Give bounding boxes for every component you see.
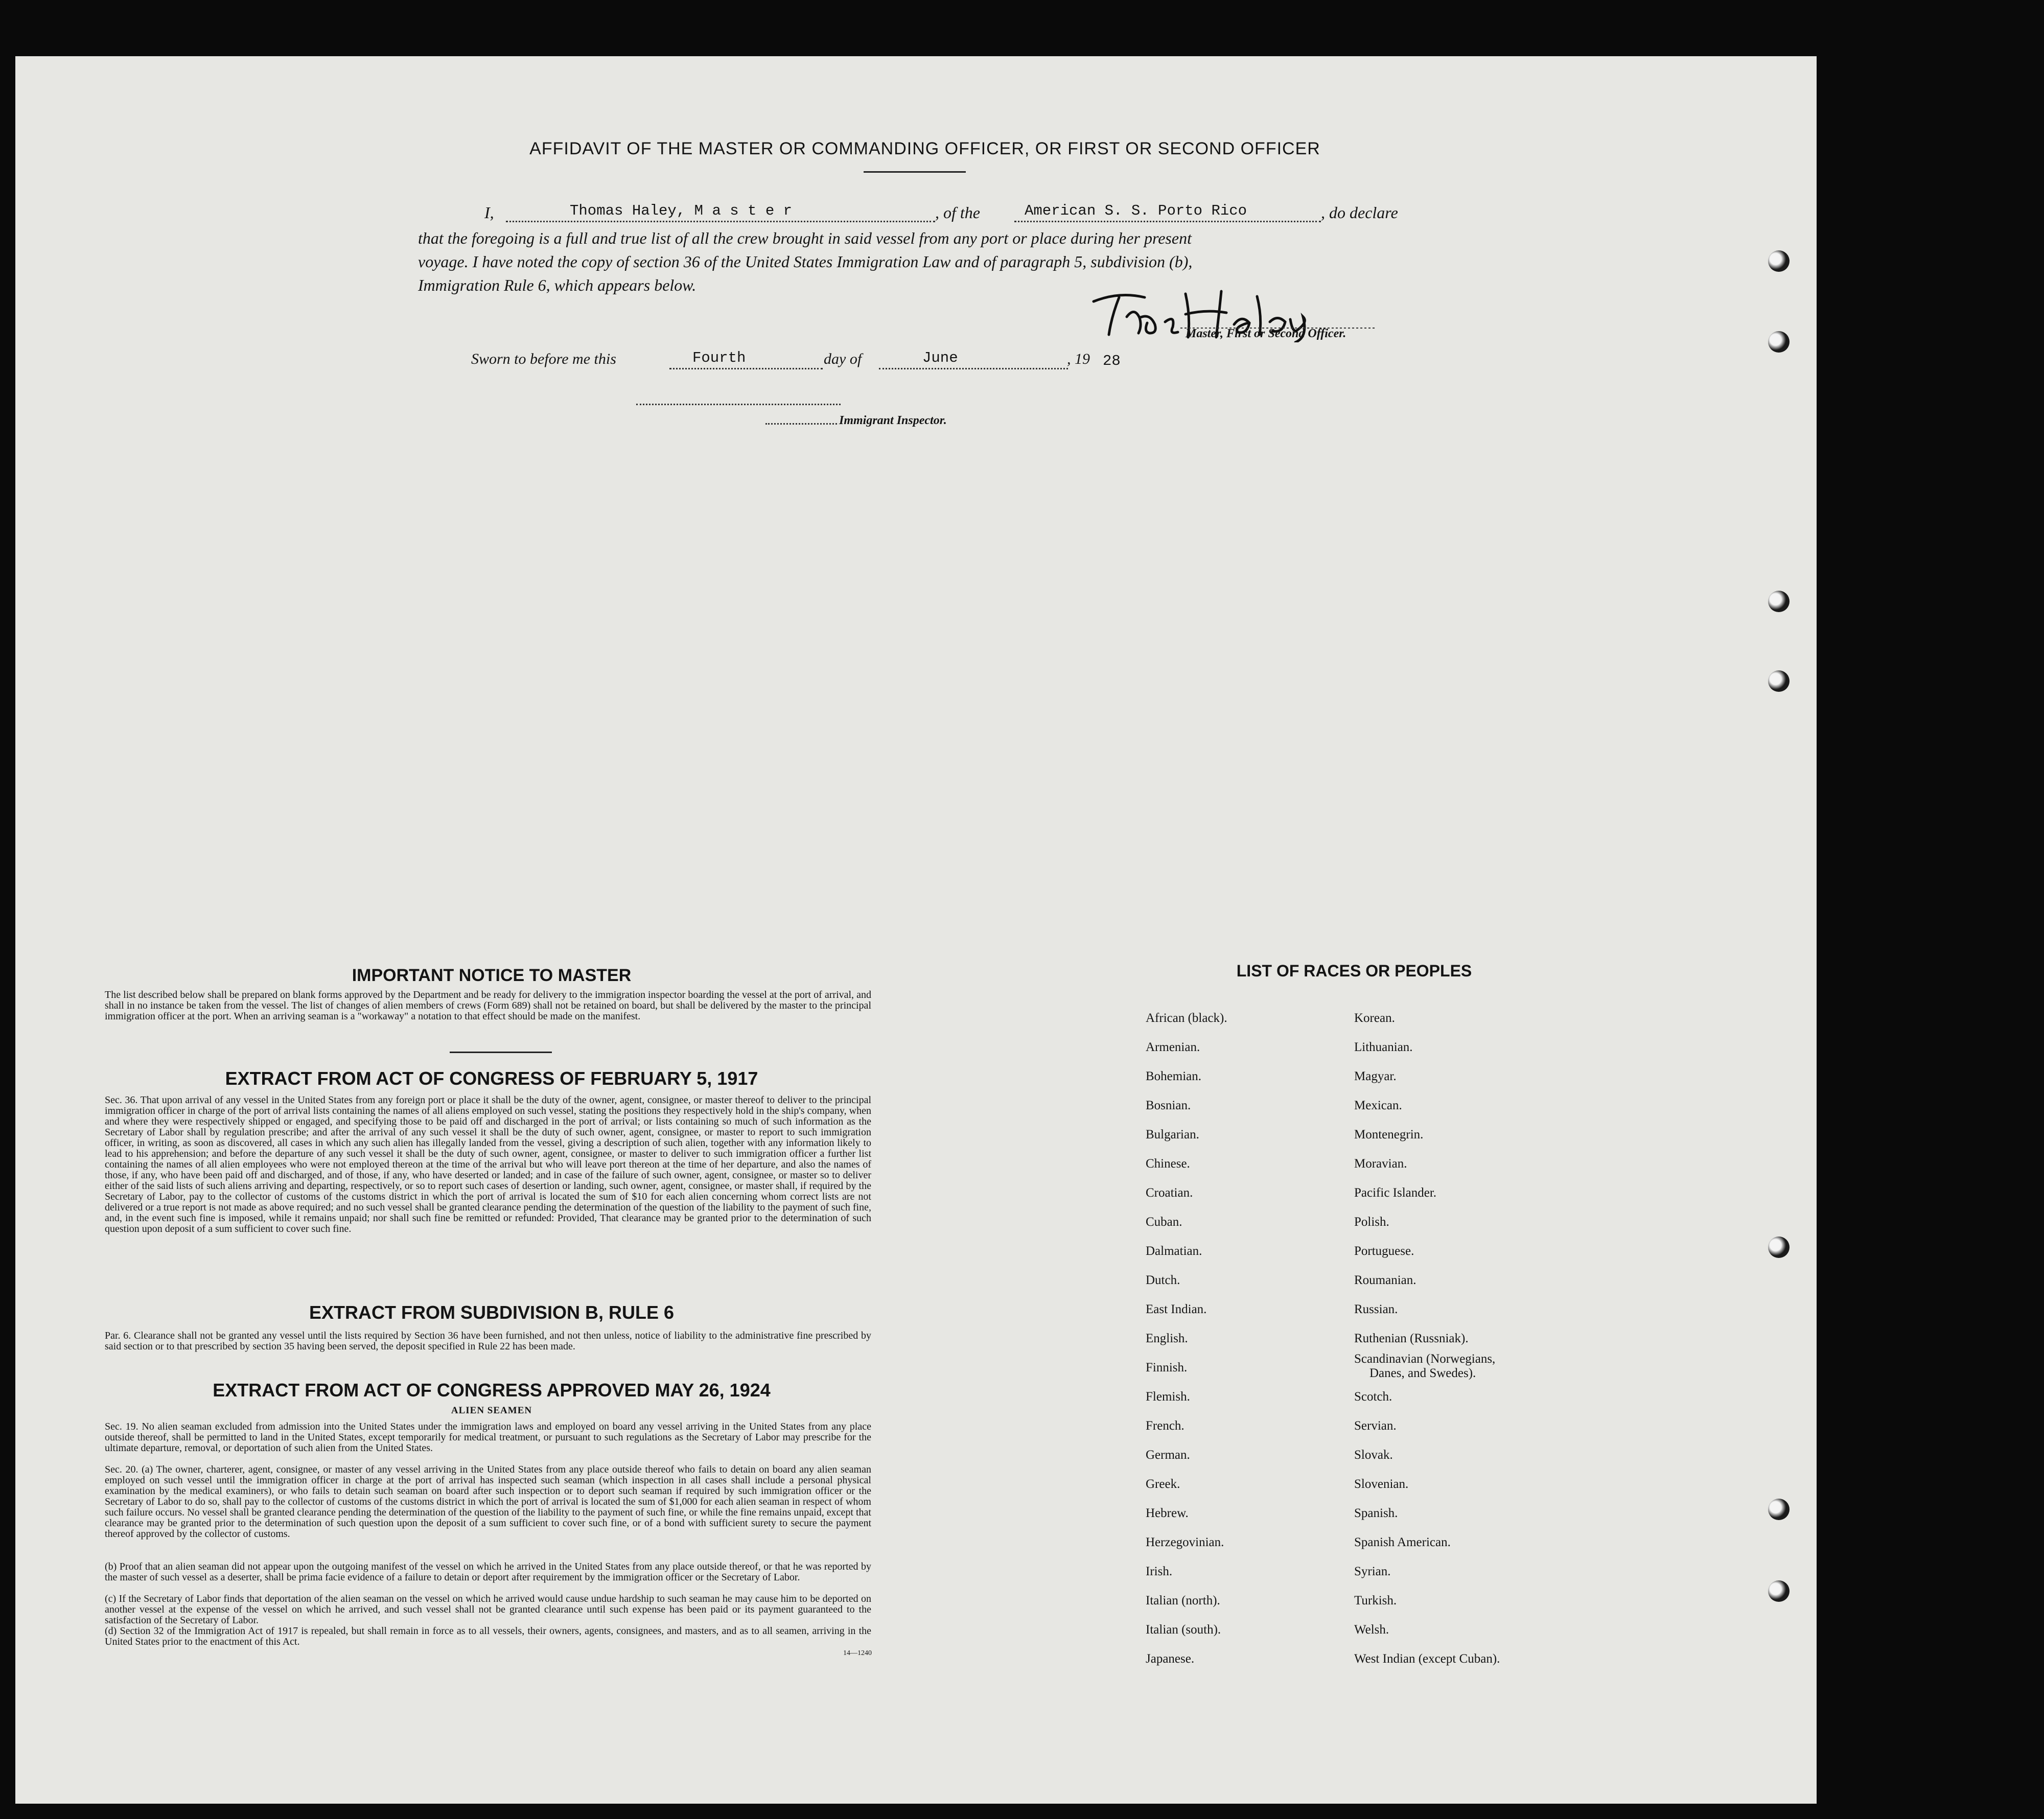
sworn-month-line [879, 368, 1068, 369]
race-item: Greek. [1146, 1477, 1180, 1491]
race-item: Russian. [1354, 1302, 1398, 1316]
do-declare-label: , do declare [1321, 203, 1398, 222]
race-item: Slovenian. [1354, 1477, 1409, 1491]
race-item: Bohemian. [1146, 1069, 1202, 1083]
sec-20b-text: (b) Proof that an alien seaman did not appear upon the outgoing manifest of the vessel on which he arrived in the United States from any place outside thereof, or that he was reported by the master of such vessel as a deserter, shall be prima facie evidence of a failure to detain or deport after requirement by the immigration officer or the Secretary of Labor. [105, 1561, 871, 1583]
binder-hole [1768, 1237, 1790, 1258]
affidavit-body-line-3: Immigration Rule 6, which appears below. [418, 276, 696, 294]
race-item: Welsh. [1354, 1623, 1389, 1637]
binder-hole [1768, 591, 1790, 612]
race-item: Finnish. [1146, 1361, 1188, 1374]
race-item: Japanese. [1146, 1652, 1195, 1666]
extract-1917-text: Sec. 36. That upon arrival of any vessel in the United States from any foreign port or place it shall be the duty of the owner, agent, consignee, or master thereof to deliver to the principal immigration officer in charge of the port of arrival lists containing the names of all aliens employed on such vessel, stating the positions they respectively hold in the ship's company, when and where they were respectively shipped or engaged, and specifying those to be paid off and discharged in the port of arrival; or lists containing so much of such information as the Secretary of Labor shall by regulation prescribe; and after the arrival of any such vessel it shall be the duty of such owner, agent, consignee, or master to report to such immigration officer, in writing, as soon as discovered, all cases in which any such alien has illegally landed from the vessel, giving a description of such alien, together with any information likely to lead to his apprehension; and before the departure of any such vessel it shall be the duty of such owner, agent, consignee, or master to deliver to such immigration officer a further list containing the names of all alien employees who were not employed thereon at the time of the arrival but who will leave port thereon at the time of her departure, and also the names of those, if any, who have been paid off and discharged, and of those, if any, who have deserted or landed; and in case of the failure of such owner, agent, consignee, or master so to deliver either of the said lists of such aliens arriving and departing, respectively, or so to report such cases of desertion or landing, such owner, agent, consignee, or master shall, if required by the Secretary of Labor, pay to the collector of customs of the customs district in which the port of arrival is located the sum of $10 for each alien concerning whom correct lists are not delivered or a true report is not made as above required; and no such vessel shall be granted clearance pending the determination of the question of the liability to the payment of such fine, and, in the event such fine is imposed, while it remains unpaid; nor shall such fine be remitted or refunded: Provided, That clearance may be granted prior to the determination of such question upon deposit of a sum sufficient to cover such fine. [105, 1094, 871, 1234]
inspector-caption: Immigrant Inspector. [839, 414, 947, 427]
race-item: Spanish. [1354, 1506, 1398, 1520]
extract-1924-subheading: ALIEN SEAMEN [451, 1405, 532, 1416]
extract-1924-heading: EXTRACT FROM ACT OF CONGRESS APPROVED MAY 26, 1924 [213, 1380, 771, 1401]
of-the-label: , of the [935, 203, 980, 222]
affidavit-heading: AFFIDAVIT OF THE MASTER OR COMMANDING OFFICER, OR FIRST OR SECOND OFFICER [529, 139, 1320, 158]
sworn-label: Sworn to before me this [471, 351, 616, 367]
sec-20c-text: (c) If the Secretary of Labor finds that deportation of the alien seaman on the vessel on which he arrived would cause undue hardship to such seaman he may cause him to be deported on another vessel at the expense of the vessel on which he arrived, and such vessel shall not be granted clearance until such expense has been paid or its payment guaranteed to the satisfaction of the Secretary of Labor. [105, 1593, 871, 1626]
race-item: Croatian. [1146, 1186, 1193, 1200]
signature-caption: Master, First or Second Officer. [1186, 327, 1346, 340]
race-item: Servian. [1354, 1419, 1397, 1433]
notice-heading: IMPORTANT NOTICE TO MASTER [352, 966, 632, 985]
race-item: Syrian. [1354, 1565, 1391, 1578]
race-item: Herzegovinian. [1146, 1535, 1224, 1549]
master-name: Thomas Haley, M a s t e r [570, 202, 793, 219]
race-item: Lithuanian. [1354, 1040, 1413, 1054]
race-item: Italian (south). [1146, 1623, 1221, 1637]
race-item: Spanish American. [1354, 1535, 1451, 1549]
race-item: Roumanian. [1354, 1273, 1416, 1287]
binder-hole [1768, 250, 1790, 272]
race-item: Montenegrin. [1354, 1128, 1424, 1141]
extract-1917-heading: EXTRACT FROM ACT OF CONGRESS OF FEBRUARY 5, 1917 [225, 1068, 758, 1089]
races-heading: LIST OF RACES OR PEOPLES [1236, 962, 1472, 980]
race-item: Scotch. [1354, 1390, 1392, 1404]
race-item: Portuguese. [1354, 1244, 1414, 1258]
vessel-name: American S. S. Porto Rico [1025, 202, 1247, 219]
affidavit-i-label: I, [484, 203, 494, 222]
affidavit-body-line-1: that the foregoing is a full and true list of all the crew brought in said vessel from any port or place during her present [418, 229, 1192, 247]
sec-20a-text: Sec. 20. (a) The owner, charterer, agent, consignee, or master of any vessel arriving in the United States from any place outside thereof who fails to detain on board any alien seaman employed on such vessel until the immigration officer in charge at the port of arrival has inspected such seaman (which inspection in all cases shall include a personal physical examination by the medical examiners), or who fails to detain such seaman on board after such inspection or to deport such seaman if required by such immigration officer or the Secretary of Labor to do so, shall pay to the collector of customs of the customs district in which the port of arrival is located the sum of $1,000 for each alien seaman in respect of whom such failure occurs. No vessel shall be granted clearance pending the determination of the question of the liability to the payment of such fine, or while the fine remains unpaid, except that clearance may be granted prior to the determination of such question upon the deposit of a sum sufficient to cover such fine, or of a bond with sufficient surety to secure the payment thereof approved by the collector of customs. [105, 1464, 871, 1540]
sec-20d-text: (d) Section 32 of the Immigration Act of 1917 is repealed, but shall remain in force as to all vessels, their owners, agents, consignees, and masters, and as to all seamen, arriving in the United States prior to the enactment of this Act. [105, 1625, 871, 1647]
race-item: Dutch. [1146, 1273, 1180, 1287]
binder-hole [1768, 1499, 1790, 1520]
race-item: Flemish. [1146, 1390, 1190, 1404]
rule6-text: Par. 6. Clearance shall not be granted any vessel until the lists required by Section 36 have been furnished, and not then unless, notice of liability to the administrative fine prescribed by said section or to that prescribed by section 35 having been served, the deposit specified in Rule 22 has been made. [105, 1330, 871, 1352]
race-item: West Indian (except Cuban). [1354, 1652, 1500, 1666]
sec-19-text: Sec. 19. No alien seaman excluded from admission into the United States under the immigration laws and employed on board any vessel arriving in the United States from any place outside thereof, shall be permitted to land in the United States, except temporarily for medical treatment, or pursuant to such regulations as the Secretary of Labor may prescribe for the ultimate departure, removal, or deportation of such alien from the United States. [105, 1421, 871, 1454]
master-name-line [506, 221, 935, 222]
binder-hole [1768, 670, 1790, 692]
race-item: Korean. [1354, 1011, 1395, 1025]
race-item: Slovak. [1354, 1448, 1393, 1462]
race-item: German. [1146, 1448, 1190, 1462]
affidavit-body-line-2: voyage. I have noted the copy of section 36 of the United States Immigration Law and of paragraph 5, subdivision (b), [418, 252, 1193, 271]
vessel-line [1014, 221, 1321, 222]
race-item: Polish. [1354, 1215, 1389, 1229]
divider [450, 1052, 552, 1053]
race-item: Bosnian. [1146, 1099, 1191, 1112]
sworn-day-line [669, 368, 823, 369]
inspector-signature-line [636, 404, 841, 405]
race-item: Armenian. [1146, 1040, 1200, 1054]
race-item: Ruthenian (Russniak). [1354, 1332, 1469, 1345]
race-item: Mexican. [1354, 1099, 1402, 1112]
race-item: Bulgarian. [1146, 1128, 1199, 1141]
race-item: English. [1146, 1332, 1188, 1345]
form-number: 14—1240 [843, 1649, 872, 1657]
race-item: Cuban. [1146, 1215, 1182, 1229]
race-item: Magyar. [1354, 1069, 1397, 1083]
race-item: Dalmatian. [1146, 1244, 1202, 1258]
inspector-name-line [765, 423, 837, 425]
race-item: Scandinavian (Norwegians, [1354, 1352, 1496, 1366]
race-item: African (black). [1146, 1011, 1227, 1025]
race-item: Danes, and Swedes). [1369, 1366, 1476, 1380]
binder-hole [1768, 1580, 1790, 1602]
race-item: Turkish. [1354, 1594, 1397, 1607]
notice-text: The list described below shall be prepared on blank forms approved by the Department and be ready for delivery to the immigration inspector boarding the vessel at the port of arrival, and shall in no instance be taken from the vessel. The list of changes of alien members of crews (Form 689) shall not be retained on board, but shall be delivered by the master to the principal immigration officer at the port. When an arriving seaman is a "workaway" a notation to that effect should be made on the manifest. [105, 989, 871, 1022]
sworn-day: Fourth [692, 349, 746, 366]
year-suffix: 28 [1103, 353, 1121, 369]
race-item: Chinese. [1146, 1157, 1190, 1171]
rule6-heading: EXTRACT FROM SUBDIVISION B, RULE 6 [309, 1302, 675, 1323]
race-item: East Indian. [1146, 1302, 1207, 1316]
race-item: Hebrew. [1146, 1506, 1189, 1520]
year-prefix: , 19 [1067, 351, 1090, 367]
day-of-label: day of [824, 351, 862, 367]
document-page [15, 56, 1817, 1804]
binder-hole [1768, 331, 1790, 353]
race-item: French. [1146, 1419, 1184, 1433]
race-item: Pacific Islander. [1354, 1186, 1437, 1200]
divider [864, 171, 966, 173]
sworn-month: June [922, 349, 958, 366]
race-item: Italian (north). [1146, 1594, 1220, 1607]
race-item: Irish. [1146, 1565, 1173, 1578]
race-item: Moravian. [1354, 1157, 1407, 1171]
master-signature-text [1094, 286, 1096, 287]
